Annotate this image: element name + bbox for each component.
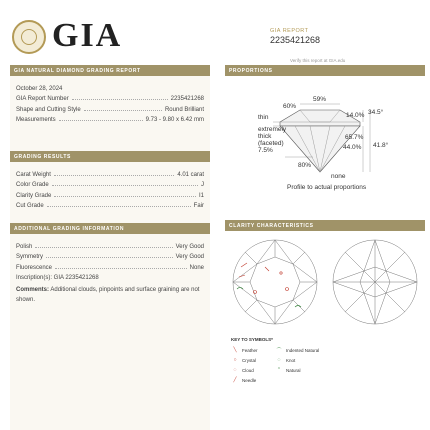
proportions-diagram	[225, 77, 425, 212]
natural-icon: ⌃	[276, 367, 282, 373]
key-cloud: ◌ Cloud	[231, 367, 254, 373]
key-indented-natural: ⌒ Indented Natural	[276, 347, 320, 354]
key-crystal: ○ Crystal	[231, 357, 256, 363]
lower-half: 80%	[298, 162, 312, 169]
additional-info-rows	[10, 234, 210, 285]
grading-report-rows	[10, 76, 210, 127]
table-row: Shape and Cutting Style Round Brilliant	[16, 106, 204, 113]
report-date: October 28, 2024	[16, 85, 63, 92]
cloud-icon: ◌	[233, 367, 237, 373]
report-number-header: 2235421268	[270, 35, 321, 45]
pavilion-angle: 41.8°	[373, 142, 389, 149]
total-depth: 65.7%	[345, 134, 364, 141]
girdle-thin: thin	[258, 114, 269, 121]
table-row: Fluorescence None	[16, 264, 204, 271]
logo-text: GIA	[52, 17, 123, 54]
culet: none	[331, 173, 346, 180]
table-row: Polish Very Good	[16, 243, 204, 250]
crown-angle: 34.5°	[368, 109, 384, 116]
knot-icon: ◌	[277, 357, 281, 363]
profile-caption: Profile to actual proportions	[287, 184, 367, 191]
pavilion-depth: 44.0%	[343, 144, 362, 151]
right-column	[225, 65, 425, 430]
comments: Comments: Additional clouds, pinpoints and surface graining are not shown.	[16, 287, 200, 303]
key-needle: ╱ Needle	[231, 377, 256, 383]
key-natural: ⌃ Natural	[276, 367, 301, 373]
gia-logo	[10, 17, 123, 58]
table-pct: 59%	[313, 96, 327, 103]
table-row: Cut Grade Fair	[16, 203, 204, 209]
verify-link[interactable]: Verify this report at GIA.edu	[290, 58, 346, 63]
grading-results-header: GRADING RESULTS	[10, 151, 210, 162]
table-row: Clarity Grade I1	[16, 192, 204, 199]
girdle-thick-2: thick	[258, 133, 272, 140]
girdle-pct: 7.5%	[258, 147, 273, 154]
crown-height: 14.0%	[346, 112, 365, 119]
key-knot: ◌ Knot	[275, 357, 295, 363]
gia-seal-icon	[12, 20, 46, 54]
indented-natural-icon: ⌒	[276, 348, 282, 354]
feather-icon: ╲	[233, 347, 237, 353]
table-row: Color Grade J	[16, 182, 204, 188]
inscription: Inscription(s): GIA 2235421268	[16, 275, 99, 281]
additional-info-header: ADDITIONAL GRADING INFORMATION	[10, 223, 210, 234]
table-row: Carat Weight 4.01 carat	[16, 171, 204, 178]
left-column	[10, 65, 210, 430]
key-feather: ╲ Feather	[231, 347, 258, 353]
report-header	[270, 28, 420, 45]
clarity-header: CLARITY CHARACTERISTICS	[225, 220, 425, 231]
girdle-faceted: (faceted)	[258, 140, 284, 147]
grading-results-rows	[10, 162, 210, 213]
table-row: GIA Report Number 2235421268	[16, 96, 204, 102]
table-row: Measurements 9.73 - 9.80 x 6.42 mm	[16, 117, 204, 123]
girdle-thick-1: extremely	[258, 126, 287, 133]
proportions-header: PROPORTIONS	[225, 65, 425, 76]
grading-report-header: GIA NATURAL DIAMOND GRADING REPORT	[10, 65, 210, 76]
report-label: GIA REPORT	[270, 28, 309, 34]
star-length: 60%	[283, 103, 297, 110]
crystal-icon: ○	[233, 357, 237, 363]
table-row: Symmetry Very Good	[16, 254, 204, 260]
needle-icon: ╱	[233, 377, 237, 383]
clarity-plot	[225, 237, 425, 332]
key-title: KEY TO SYMBOLS*	[231, 337, 273, 342]
